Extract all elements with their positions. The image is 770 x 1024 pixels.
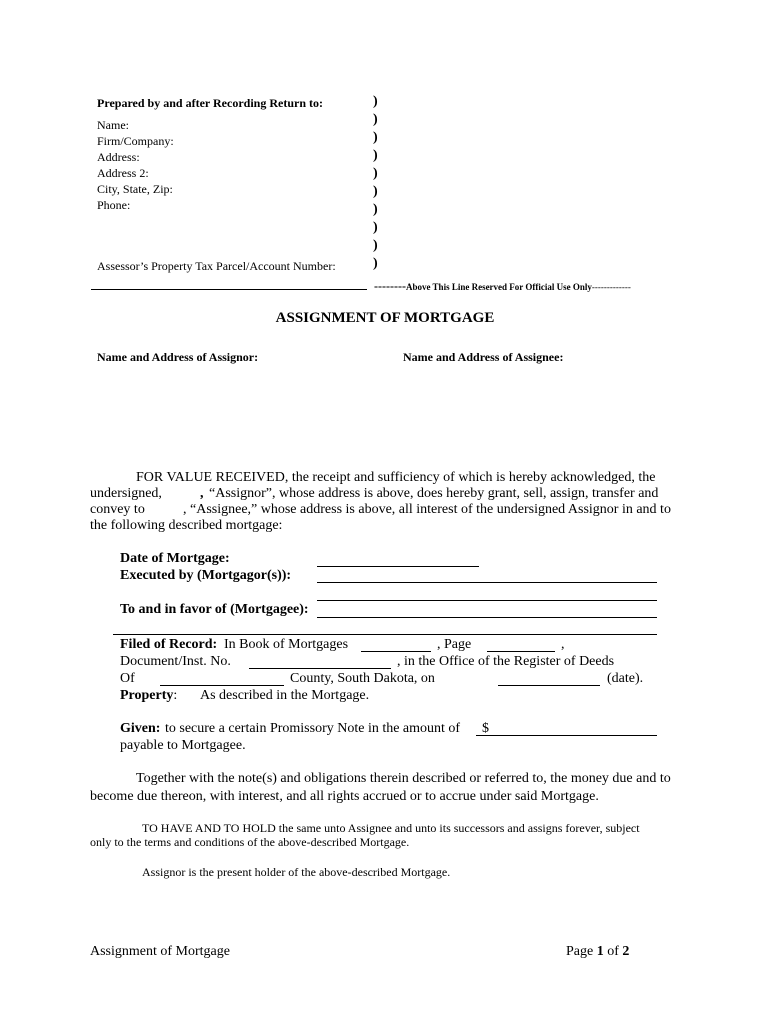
property-label: Property (120, 688, 174, 703)
address-field-label: Address: (97, 150, 140, 164)
of-label: Of (120, 671, 135, 686)
date-of-mortgage-line[interactable] (317, 566, 479, 567)
intro-line-1: FOR VALUE RECEIVED, the receipt and sufficiency of which is hereby acknowledged, the (136, 470, 656, 485)
official-use-dashes: -------- (374, 279, 406, 293)
page-number: 1 (596, 944, 604, 959)
parcel-number-line (91, 289, 367, 290)
date-suffix: (date). (607, 671, 644, 686)
official-use-trail: ------------- (591, 282, 631, 292)
mortgagor-line[interactable] (317, 582, 657, 583)
page-label: , Page (437, 637, 472, 652)
mortgagee-label: To and in favor of (Mortgagee): (120, 602, 309, 617)
together-line-2: become due thereon, with interest, and all rights accrued or to accrue under said Mortgage. (90, 789, 599, 804)
in-book-label: In Book of Mortgages (224, 637, 349, 652)
given-label: Given: (120, 721, 161, 736)
given-text: to secure a certain Promissory Note in the amount of (165, 721, 461, 736)
county-line[interactable] (160, 685, 284, 686)
bracket-paren: ) (373, 238, 378, 253)
intro-line-3: , “Assignee,” whose address is above, all interest of the undersigned Assignor in and to (183, 502, 671, 517)
intro-undersigned: undersigned, (90, 486, 162, 501)
property-colon: : (173, 688, 178, 703)
document-inst-line[interactable] (249, 668, 391, 669)
bracket-paren: ) (373, 202, 378, 217)
property-text: As described in the Mortgage. (200, 688, 370, 703)
register-office-text: , in the Office of the Register of Deeds (397, 654, 615, 669)
habendum-line-1: TO HAVE AND TO HOLD the same unto Assignee and unto its successors and assigns forever, subject (142, 821, 640, 835)
bracket-paren: ) (373, 220, 378, 235)
executed-by-label: Executed by (Mortgagor(s)): (120, 568, 292, 583)
page-number-line[interactable] (487, 651, 555, 652)
dollar-sign: $ (482, 721, 489, 736)
holder-statement: Assignor is the present holder of the above-described Mortgage. (142, 865, 451, 879)
county-state-text: County, South Dakota, on (290, 671, 435, 686)
together-line-1: Together with the note(s) and obligations therein described or referred to, the money due and to (136, 771, 671, 786)
bracket-paren: ) (373, 94, 378, 109)
mortgagee-line[interactable] (317, 617, 657, 618)
address2-field-label: Address 2: (97, 166, 149, 180)
filed-of-record-label: Filed of Record: (120, 637, 218, 652)
firm-field-label: Firm/Company: (97, 134, 174, 148)
book-number-line[interactable] (361, 651, 431, 652)
payable-text: payable to Mortgagee. (120, 738, 246, 753)
intro-line-2: “Assignor”, whose address is above, does hereby grant, sell, assign, transfer and (209, 486, 659, 501)
phone-field-label: Phone: (97, 198, 131, 212)
filed-date-line[interactable] (498, 685, 600, 686)
document-inst-label: Document/Inst. No. (120, 654, 231, 669)
intro-line-4: the following described mortgage: (90, 518, 283, 533)
page-indicator (566, 944, 629, 960)
bracket-paren: ) (373, 166, 378, 181)
document-title: ASSIGNMENT OF MORTGAGE (275, 310, 495, 326)
footer-title: Assignment of Mortgage (90, 944, 230, 959)
page-word: Page (566, 944, 594, 959)
mortgagor-line-2[interactable] (317, 600, 657, 601)
of-word: of (607, 944, 619, 959)
property-row (120, 688, 177, 704)
bracket-paren: ) (373, 184, 378, 199)
official-use-banner (374, 277, 631, 295)
page-total: 2 (622, 944, 630, 959)
name-field-label: Name: (97, 118, 129, 132)
bracket-paren: ) (373, 256, 378, 271)
bracket-paren: ) (373, 112, 378, 127)
parcel-number-label: Assessor’s Property Tax Parcel/Account Number: (97, 259, 336, 273)
bracket-paren: ) (373, 148, 378, 163)
separator-line (113, 634, 657, 635)
habendum-line-2: only to the terms and conditions of the above-described Mortgage. (90, 835, 410, 849)
intro-comma: , (200, 486, 204, 501)
page-comma: , (561, 637, 565, 652)
intro-convey: convey to (90, 502, 145, 517)
bracket-paren: ) (373, 130, 378, 145)
city-state-zip-field-label: City, State, Zip: (97, 182, 173, 196)
assignee-label: Name and Address of Assignee: (403, 350, 564, 364)
date-of-mortgage-label: Date of Mortgage: (120, 551, 230, 566)
assignor-label: Name and Address of Assignor: (97, 350, 259, 364)
prepared-by-label: Prepared by and after Recording Return to: (97, 96, 323, 110)
official-use-text: Above This Line Reserved For Official Use Only (405, 282, 592, 292)
note-amount-line[interactable] (476, 735, 657, 736)
